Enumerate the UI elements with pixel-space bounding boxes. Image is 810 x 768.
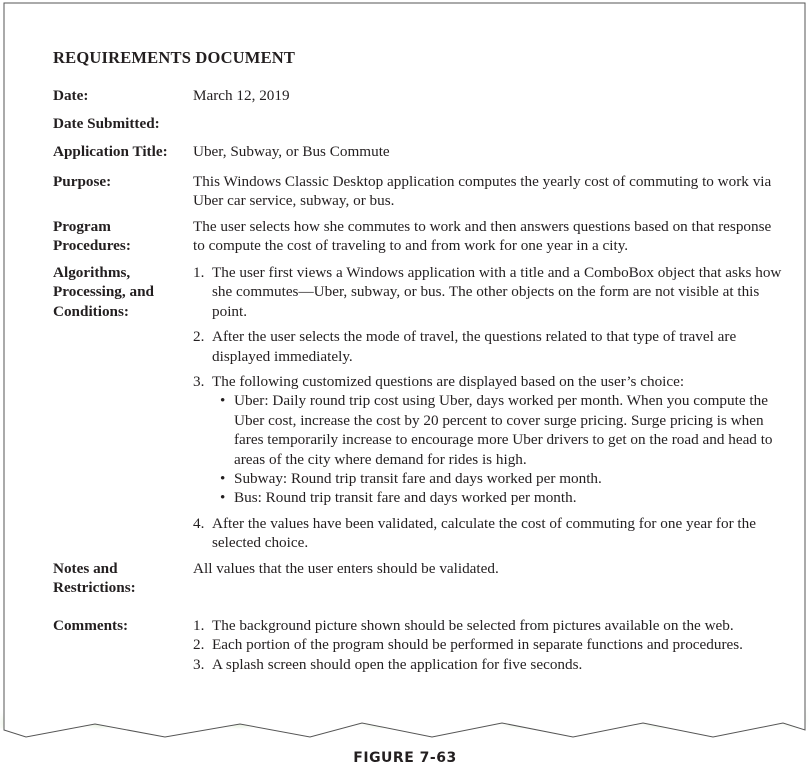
figure-caption: FIGURE 7-63 [353,750,457,766]
item-text: A splash screen should open the application for five seconds. [212,655,583,673]
list-item [193,514,783,553]
program-procedures-label: Program Procedures: [53,218,131,255]
date-value: March 12, 2019 [193,87,290,104]
notes-value: All values that the user enters should be validated. [193,560,499,577]
bullet-icon: • [220,489,226,507]
bullet-text: Bus: Round trip transit fare and days worked per month. [234,489,577,507]
item-text: The following customized questions are displayed based on the user’s choice: [212,373,685,391]
program-procedures-value: The user selects how she commutes to work and then answers questions based on that response to compute the cost of traveling to and from work for one year in a city. [193,218,772,255]
purpose-label: Purpose: [53,173,112,190]
application-title-value: Uber, Subway, or Bus Commute [193,143,390,160]
item-number: 2. [193,328,205,346]
item-text: The background picture shown should be selected from pictures available on the web. [212,617,734,634]
date-submitted-label: Date Submitted: [53,115,160,132]
item-text: After the values have been validated, calculate the cost of commuting for one year for the selected choice. [212,514,756,552]
bullet-text: Uber: Daily round trip cost using Uber, days worked per month. When you compute the Uber cost, increase the cost by 20 percent to cover surge pricing. Surge pricing is when fares temporarily increase to encourage more Uber drivers to get on the road and head to areas of the city where demand for rides is high. [234,392,773,468]
item-number: 4. [193,514,205,532]
item-number: 1. [193,617,205,634]
notes-label: Notes and Restrictions: [53,560,136,597]
list-item [193,635,783,654]
item-text: Each portion of the program should be performed in separate functions and procedures. [212,636,743,654]
item-text: After the user selects the mode of travel, the questions related to that type of travel are displayed immediately. [212,328,737,365]
comments-label: Comments: [53,617,129,634]
bullet-icon: • [220,392,226,410]
bullet-icon: • [220,470,226,488]
list-item [193,327,783,366]
list-item [193,372,783,508]
item-number: 1. [193,264,205,281]
algorithms-list [193,263,783,553]
item-number: 2. [193,636,205,654]
bullet-item [212,488,783,507]
application-title-label: Application Title: [53,143,168,160]
purpose-value: This Windows Classic Desktop application computes the yearly cost of commuting to work via Uber car service, subway, or bus. [193,173,772,210]
item-text: The user first views a Windows application with a title and a ComboBox object that asks how she commutes—Uber, subway, or bus. The other objects on the form are not visible at this point. [212,264,782,320]
date-label: Date: [53,87,89,104]
item-number: 3. [193,373,205,391]
list-item [193,655,783,674]
bullet-text: Subway: Round trip transit fare and days worked per month. [234,470,602,488]
list-item [193,263,783,321]
bullet-item [212,469,783,488]
document-title: REQUIREMENTS DOCUMENT [53,48,296,67]
comments-list [193,616,783,674]
item-number: 3. [193,655,205,673]
bullet-item [212,391,783,469]
list-item [193,616,783,635]
choice-bullets [212,391,783,507]
algorithms-label: Algorithms, Processing, and Conditions: [53,264,154,320]
